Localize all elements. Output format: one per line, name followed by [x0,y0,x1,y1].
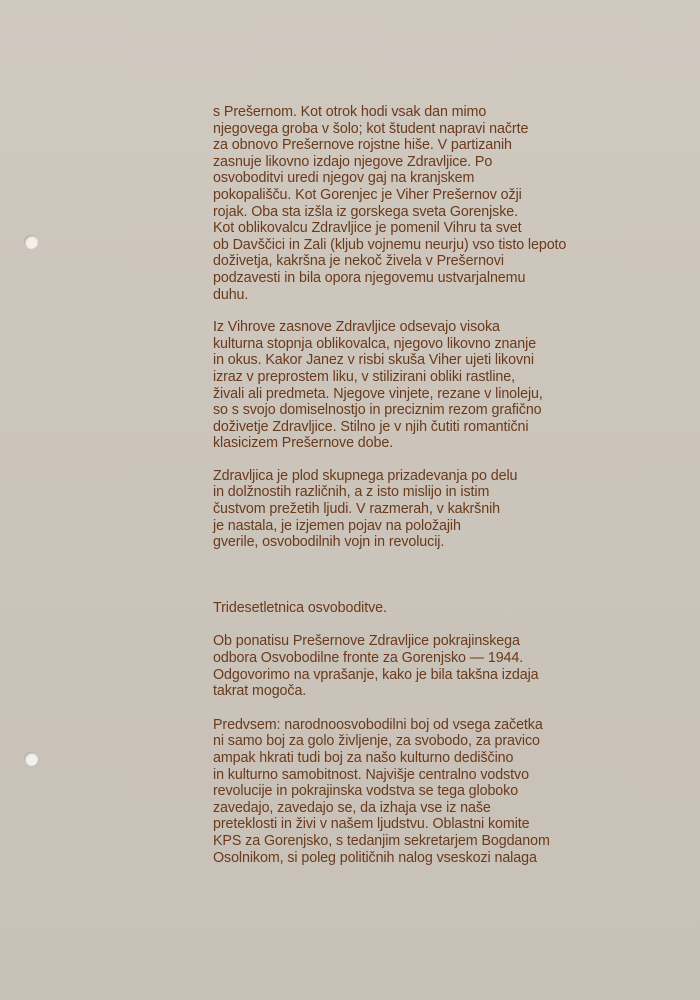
text-line: rojak. Oba sta izšla iz gorskega sveta Gorenjske. [213,203,519,220]
text-line: s Prešernom. Kot otrok hodi vsak dan mimo [213,104,487,120]
text-line: ob Davščici in Zali (kljub vojnemu neurju) vso tisto lepoto [213,236,567,253]
text-line: ampak hkrati tudi boj za našo kulturno dediščino [213,750,514,766]
text-line: so s svojo domiselnostjo in preciznim rezom grafično [213,402,542,419]
text-line: in dolžnostih različnih, a z isto mislijo in istim [213,484,490,501]
text-line: gverile, osvobodilnih vojn in revolucij. [213,534,445,551]
text-line: doživetja, kakršna je nekoč živela v Prešernovi [213,253,504,270]
text-line: KPS za Gorenjsko, s tedanjim sekretarjem Bogdanom [213,832,550,849]
text-line: preteklosti in živi v našem ljudstvu. Oblastni komite [213,816,530,833]
text-line: Zdravljica je plod skupnega prizadevanja po delu [213,467,518,484]
text-line: njegovega groba v šolo; kot študent napravi načrte [213,120,529,137]
text-line: odbora Osvobodilne fronte za Gorenjsko — 1944. [213,650,524,667]
text-line: ni samo boj za golo življenje, za svobodo, za pravico [213,733,540,750]
text-line: doživetje Zdravljice. Stilno je v njih čutiti romantični [213,418,529,435]
heading-text: Tridesetletnica osvoboditve. [213,599,387,616]
paragraph-2 [213,319,613,452]
text-line: zasnuje likovno izdajo njegove Zdravljice. Po [213,153,493,170]
text-line: čustvom prežetih ljudi. V razmerah, v kakršnih [213,501,501,518]
text-line: za obnovo Prešernove rojstne hiše. V partizanih [213,137,512,154]
text-line: podzavesti in bila opora njegovemu ustvarjalnemu [213,269,526,286]
binder-hole-top [24,235,38,249]
text-line: Odgovorimo na vprašanje, kako je bila takšna izdaja [213,666,539,683]
text-line: takrat mogoča. [213,683,307,700]
text-line: osvoboditvi uredi njegov gaj na kranjskem [213,170,475,187]
paragraph-4 [213,633,613,699]
text-line: revolucije in pokrajinska vodstva se tega globoko [213,783,519,800]
document-body [213,104,613,866]
text-line: duhu. [213,286,249,303]
text-line: je nastala, je izjemen pojav na položajih [213,517,461,534]
text-line: zavedajo, zavedajo se, da izhaja vse iz naše [213,799,491,816]
text-line: kulturna stopnja oblikovalca, njegovo likovno znanje [213,335,537,352]
paragraph-1 [213,104,613,303]
text-line: Osolnikom, si poleg političnih nalog vseskozi nalaga [213,849,537,866]
text-line: in okus. Kakor Janez v risbi skuša Viher ujeti likovni [213,352,534,369]
text-line: izraz v preprostem liku, v stilizirani obliki rastline, [213,368,515,385]
text-line: klasicizem Prešernove dobe. [213,435,394,452]
section-heading [213,600,613,617]
text-line: Iz Vihrove zasnove Zdravljice odsevajo visoka [213,319,500,336]
text-line: pokopališču. Kot Gorenjec je Viher Prešernov ožji [213,186,522,203]
paragraph-5 [213,717,613,866]
paragraph-3 [213,468,613,551]
text-line: in kulturno samobitnost. Najvišje centralno vodstvo [213,766,529,783]
text-line: živali ali predmeta. Njegove vinjete, rezane v linoleju, [213,385,543,402]
text-line: Predvsem: narodnoosvobodilni boj od vsega začetka [213,716,543,733]
binder-hole-bottom [24,752,38,766]
text-line: Kot oblikovalcu Zdravljice je pomenil Vihru ta svet [213,220,522,237]
text-line: Ob ponatisu Prešernove Zdravljice pokrajinskega [213,633,520,650]
